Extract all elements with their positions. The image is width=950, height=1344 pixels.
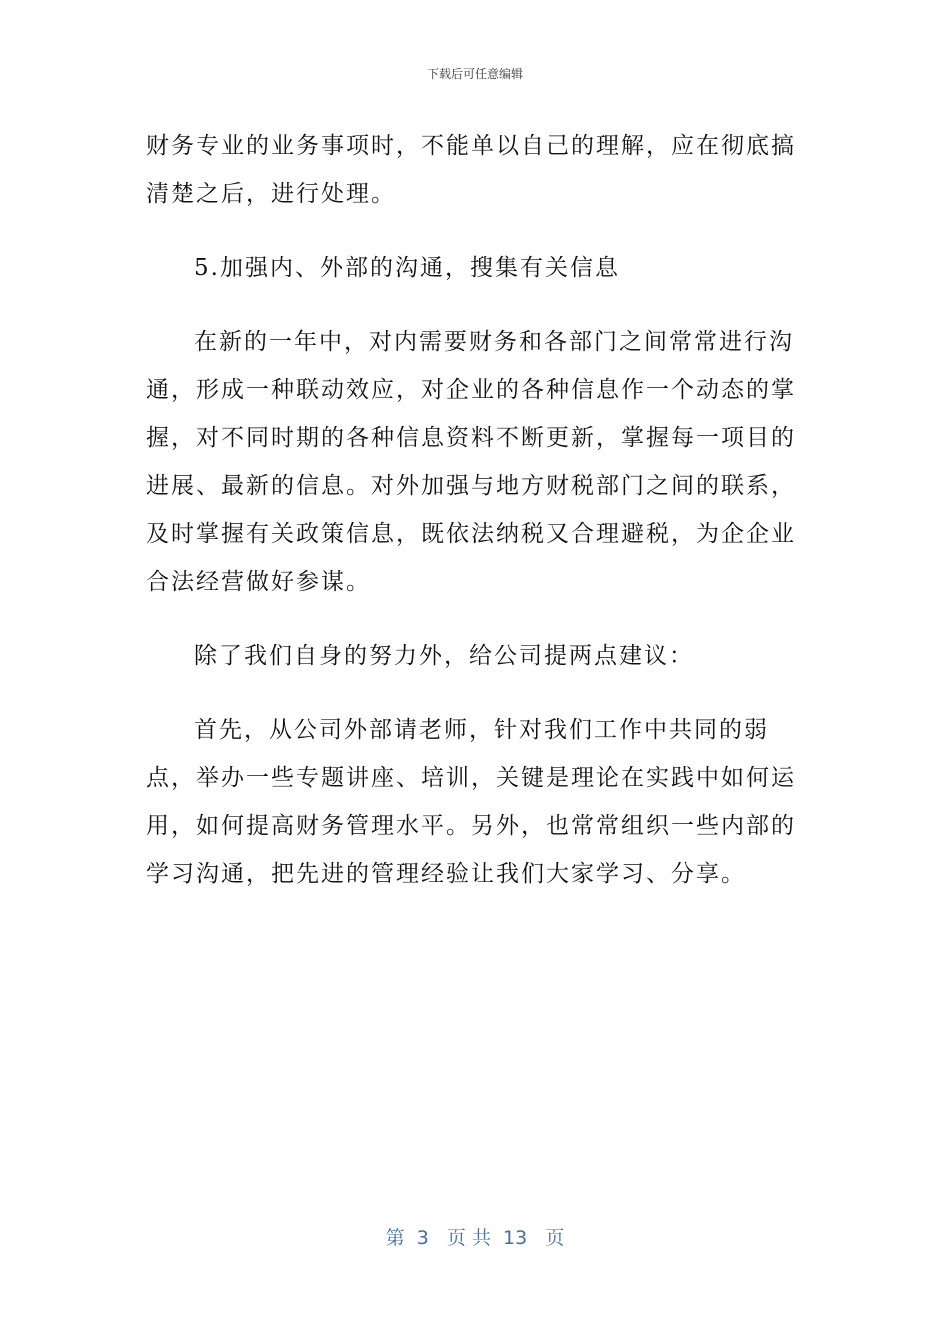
page-number-footer: 第 3 页 共 13 页 (385, 1227, 565, 1249)
paragraph-3: 在新的一年中，对内需要财务和各部门之间常常进行沟通，形成一种联动效应，对企业的各种信息作一个动态的掌握，对不同时期的各种信息资料不断更新，掌握每一项目的进展、最新的信息。对外加强与地方财税部门之间的联系，及时掌握有关政策信息，既依法纳税又合理避税，为企企业合法经营做好参谋。 (146, 329, 796, 595)
paragraph-4: 除了我们自身的努力外，给公司提两点建议： (194, 643, 694, 669)
page-header: 下载后可任意编辑 (426, 67, 523, 81)
paragraph-1: 财务专业的业务事项时，不能单以自己的理解，应在彻底搞清楚之后，进行处理。 (146, 133, 796, 207)
paragraph-2-heading: 5.加强内、外部的沟通，搜集有关信息 (194, 255, 620, 281)
document-body (146, 122, 816, 924)
paragraph-5: 首先，从公司外部请老师，针对我们工作中共同的弱点，举办一些专题讲座、培训，关键是理论在实践中如何运用，如何提高财务管理水平。另外，也常常组织一些内部的学习沟通，把先进的管理经验让我们大家学习、分享。 (146, 717, 796, 887)
